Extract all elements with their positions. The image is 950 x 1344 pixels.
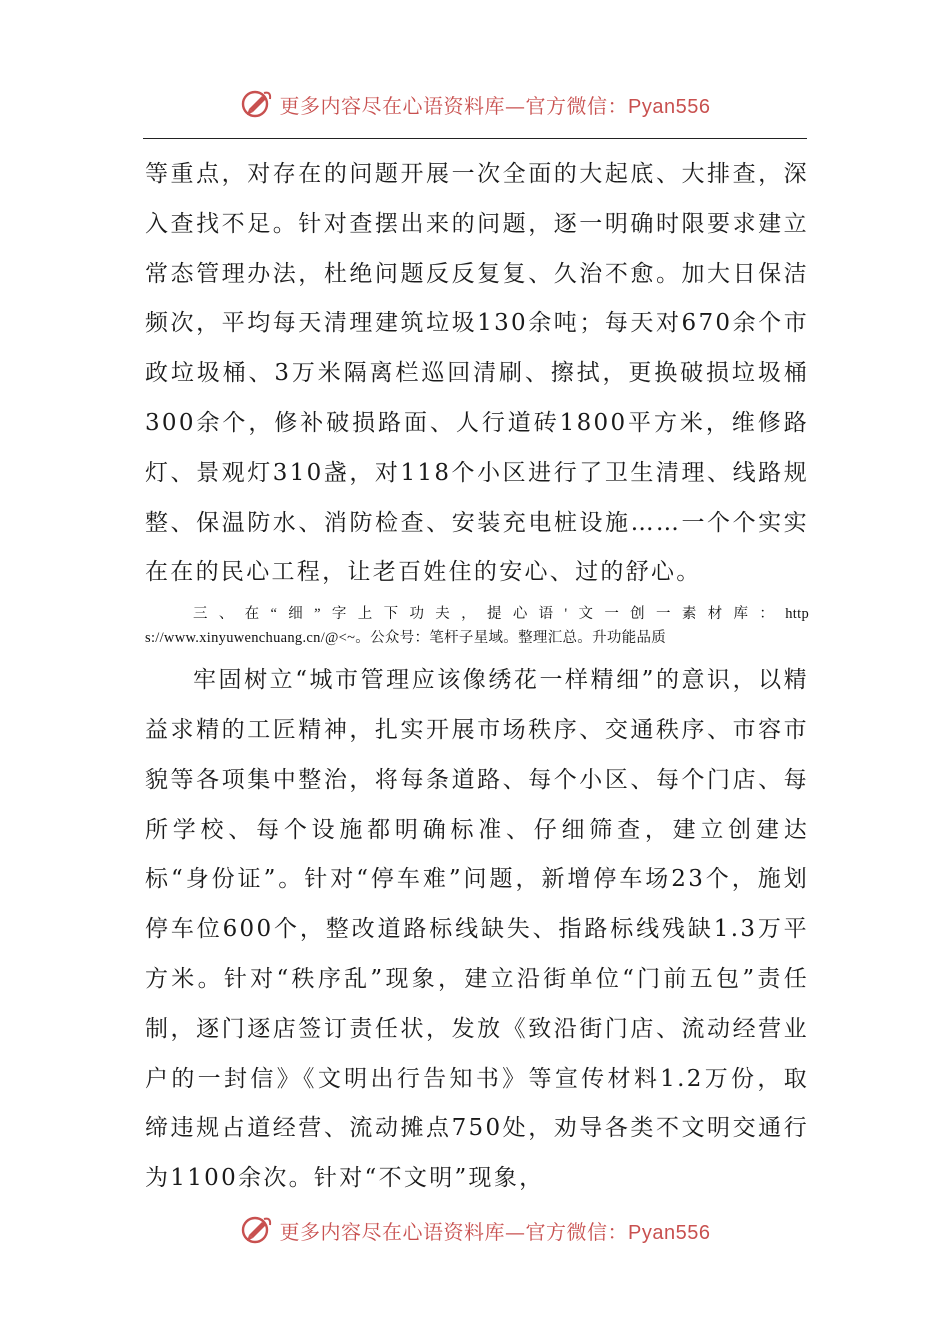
document-body bbox=[145, 150, 809, 1204]
paragraph-1: 等重点，对存在的问题开展一次全面的大起底、大排查，深入查找不足。针对查摆出来的问题，逐一明确时限要求建立常态管理办法，杜绝问题反反复复、久治不愈。加大日保洁频次，平均每天清理建筑垃圾130余吨；每天对670余个市政垃圾桶、3万米隔离栏巡回清刷、擦拭，更换破损垃圾桶300余个，修补破损路面、人行道砖1800平方米，维修路灯、景观灯310盏，对118个小区进行了卫生清理、线路规整、保温防水、消防检查、安装充电桩设施……一个个实实在在的民心工程，让老百姓住的安心、过的舒心。 bbox=[145, 161, 809, 586]
pen-seal-logo-icon bbox=[240, 1213, 274, 1247]
header-banner bbox=[0, 84, 950, 124]
header-divider bbox=[143, 138, 807, 139]
pen-seal-logo-icon bbox=[240, 87, 274, 121]
footer-banner-main: 更多内容尽在心语资料库—官方微信： bbox=[279, 1219, 629, 1244]
paragraph-2: 牢固树立“城市管理应该像绣花一样精细”的意识，以精益求精的工匠精神，扎实开展市场秩序、交通秩序、市容市貌等各项集中整治，将每条道路、每个小区、每个门店、每所学校、每个设施都明确标准、仔细筛查，建立创建达标“身份证”。针对“停车难”问题，新增停车场23个，施划停车位600个，整改道路标线缺失、指路标线残缺1.3万平方米。针对“秩序乱”现象，建立沿街单位“门前五包”责任制，逐门逐店签订责任状，发放《致沿街门店、流动经营业户的一封信》《文明出行告知书》等宣传材料1.2万份，取缔违规占道经营、流动摊点750处，劝导各类不文明交通行为1100余次。针对“不文明”现象， bbox=[145, 667, 809, 1192]
footer-banner-text bbox=[280, 1216, 711, 1245]
section-heading bbox=[145, 602, 809, 650]
header-banner-text bbox=[280, 90, 711, 119]
header-banner-main: 更多内容尽在心语资料库—官方微信： bbox=[279, 93, 629, 118]
section-heading-prefix: 三、在“细”字上下功夫，提心语'文一创一素材库： bbox=[193, 606, 786, 623]
header-banner-wechat: Pyan556 bbox=[628, 95, 711, 118]
footer-banner bbox=[0, 1210, 950, 1250]
section-heading-rest: https://www.xinyuwenchuang.cn/@<~。公众号：笔杆子星域。整理汇总。升功能品质 bbox=[145, 606, 809, 647]
footer-banner-wechat: Pyan556 bbox=[628, 1221, 711, 1244]
